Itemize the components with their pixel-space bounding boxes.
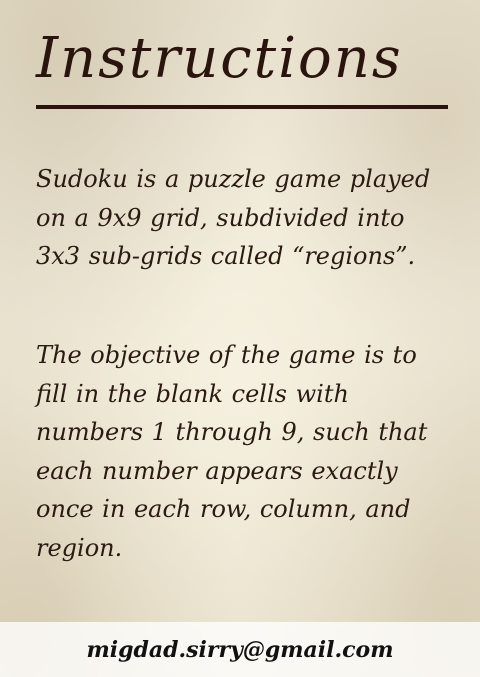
page-title: Instructions xyxy=(36,26,403,91)
instructions-paragraph-objective: The objective of the game is to fill in the blank cells with numbers 1 through 9, such that each number appears exactly once in each row, column, and region. xyxy=(36,341,428,562)
contact-email: migdad.sirry@gmail.com xyxy=(86,637,394,663)
title-divider xyxy=(36,105,448,109)
footer-bar xyxy=(0,622,480,677)
instructions-paragraph-intro: Sudoku is a puzzle game played on a 9x9 grid, subdivided into 3x3 sub-grids called “regions”. xyxy=(36,165,431,270)
